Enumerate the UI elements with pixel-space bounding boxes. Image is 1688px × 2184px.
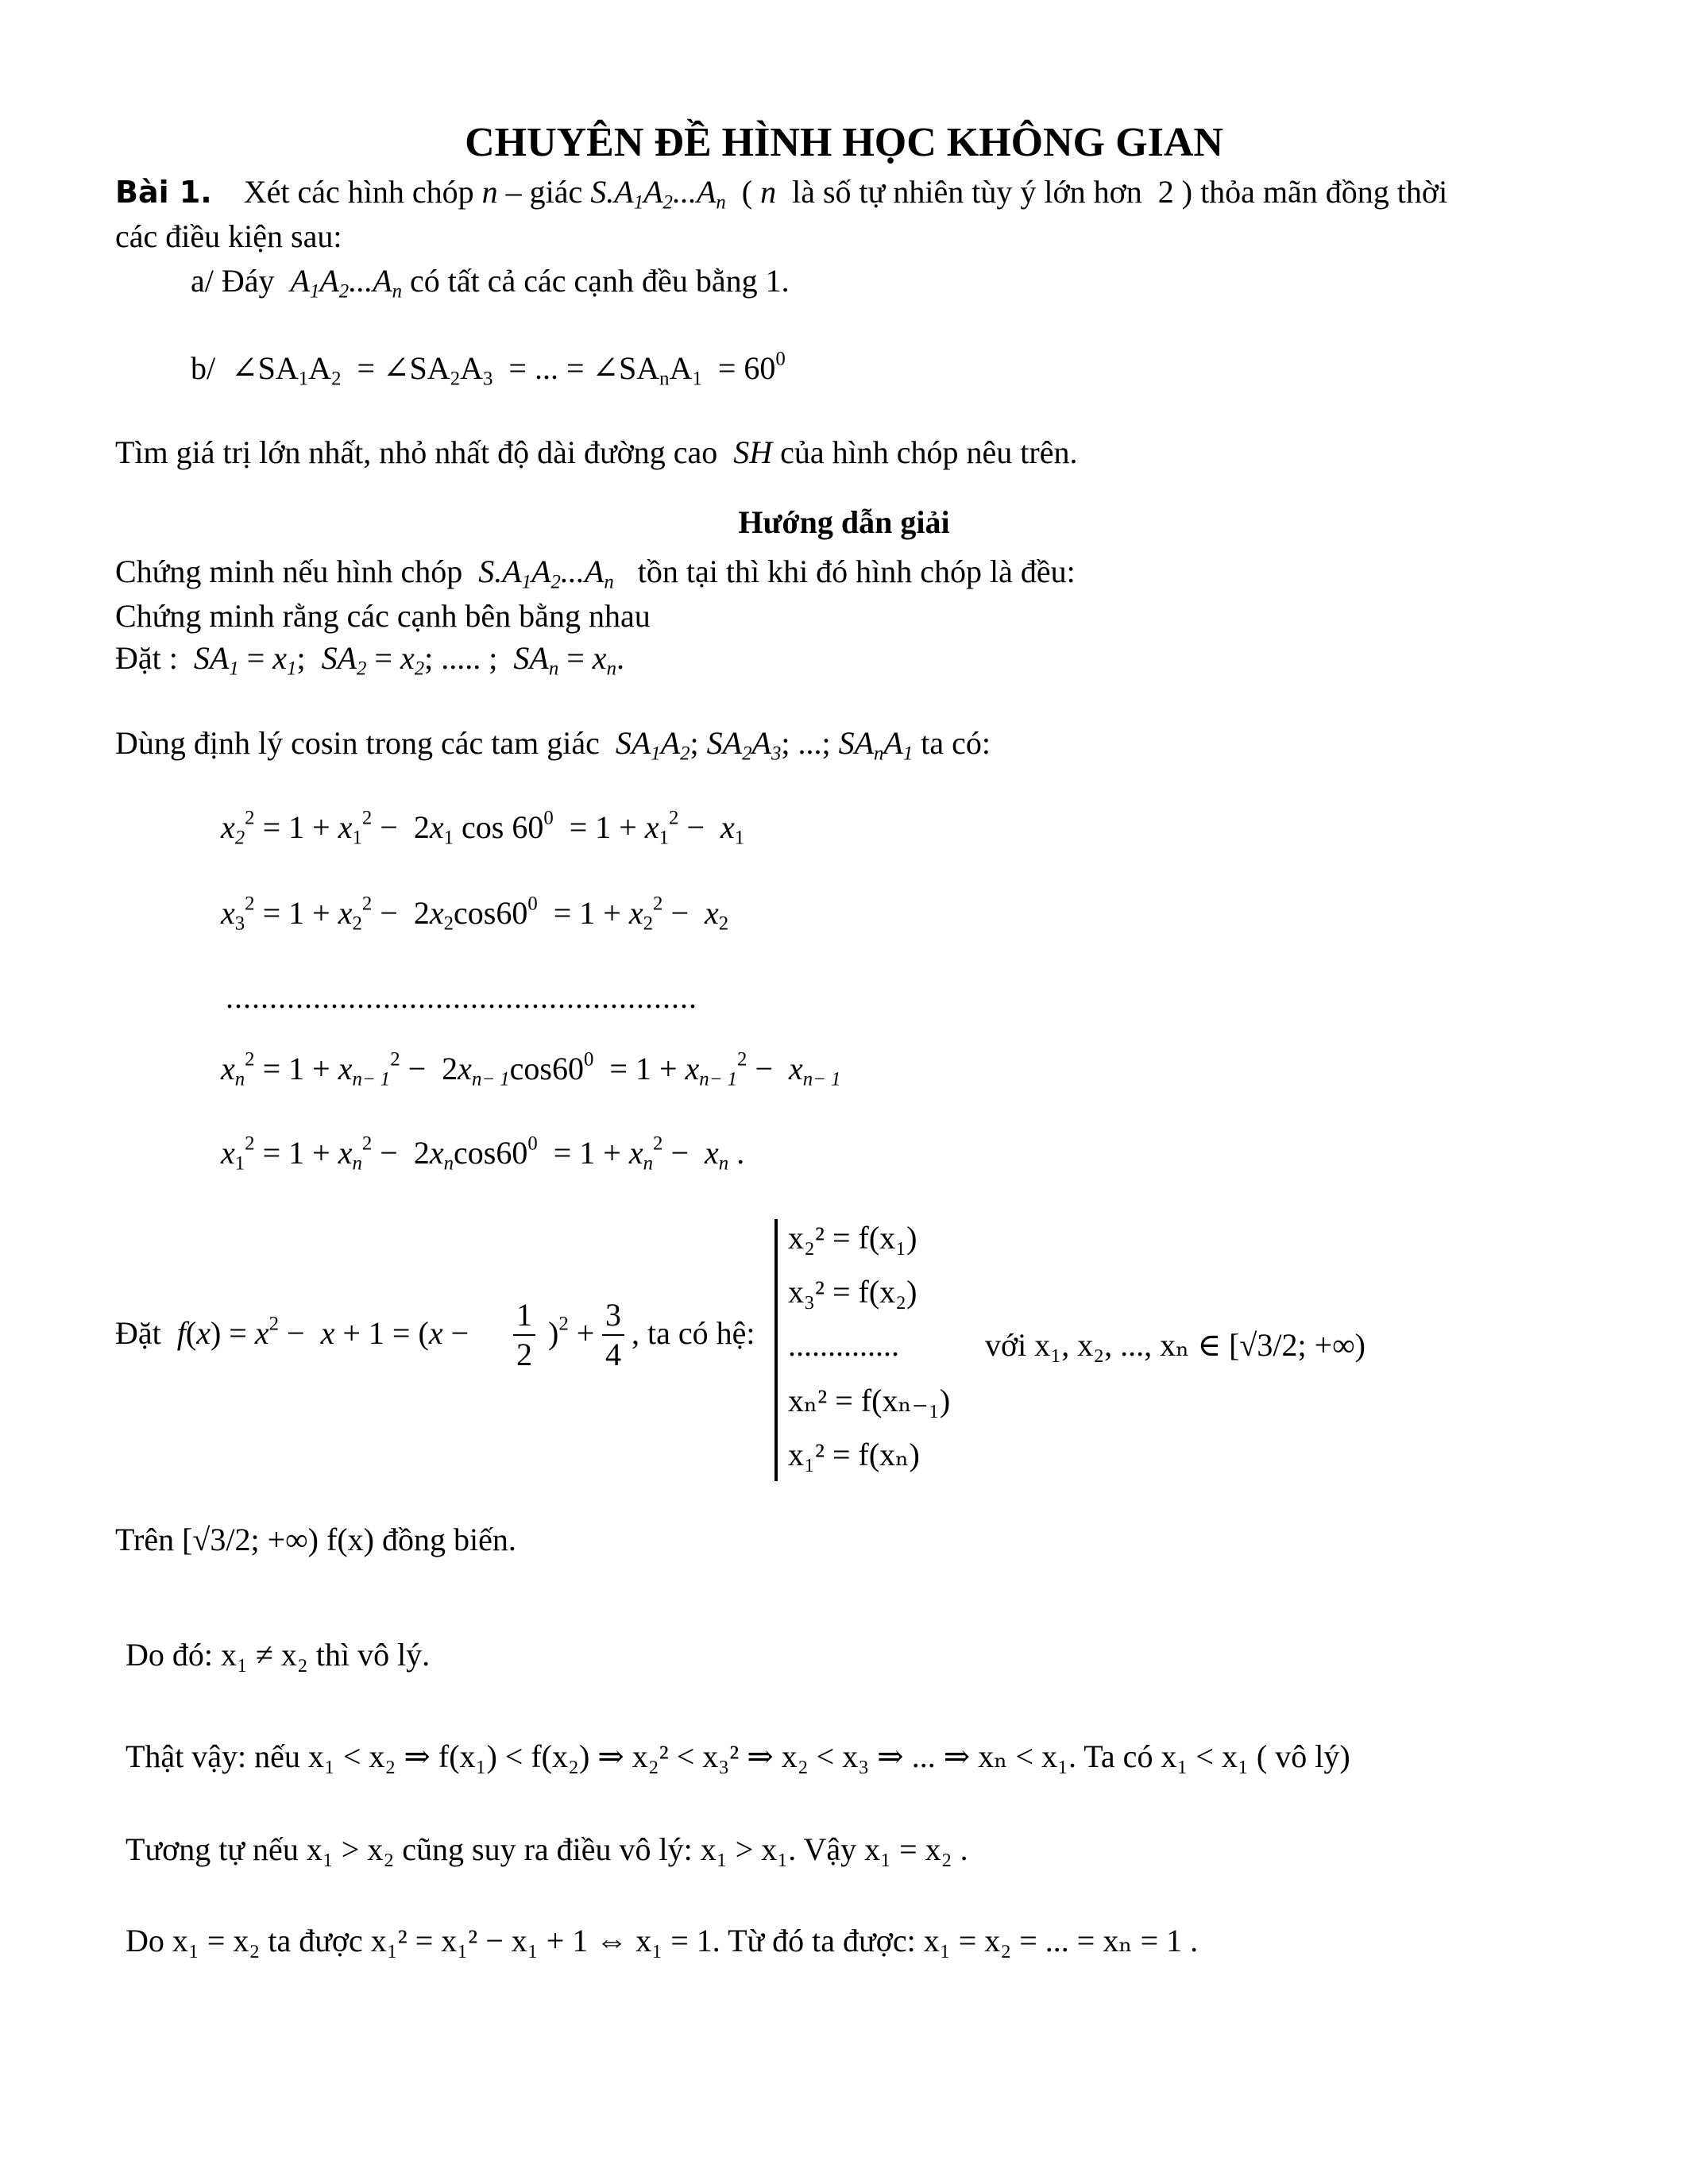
- f-def-prefix: Đặt: [115, 1315, 161, 1351]
- monotone-statement: Trên [√3/2; +∞) f(x) đồng biến.: [115, 1522, 516, 1557]
- solution-line-3: Đặt : $SA_1 = x_1$; $SA_2 = x_2$; ..... ; $SA_n = x_n$.: [115, 640, 624, 680]
- solution-heading: Hướng dẫn giải: [738, 504, 950, 540]
- tuong-tu-line: Tương tự nếu x₁ > x₂ cũng suy ra điều vô lý: x₁ > x₁. Vậy x₁ = x₂ .: [126, 1831, 968, 1867]
- do-do-line: Do đó: x₁ ≠ x₂ thì vô lý.: [126, 1637, 431, 1673]
- f-def-middle: )$^2$ +: [548, 1313, 595, 1351]
- solution-line-2: Chứng minh rằng các cạnh bên bằng nhau: [115, 598, 651, 634]
- system-row-2: x₃² = f(x₂): [788, 1274, 917, 1310]
- equation-2: $x_3^2 = 1 + x_2^2 - 2x_2\cos 60^0 = 1 + x_2^2 - x_2$: [221, 893, 729, 935]
- fraction-half: $\frac{1}{2}$: [508, 1296, 540, 1374]
- problem-label: Bài 1.: [115, 175, 212, 210]
- equation-1: $x_2^2 = 1 + x_1^2 - 2x_1$ $\cos 60^0 = 1 + x_1^2 - x_1$: [221, 807, 745, 849]
- equation-3: $x_n^2 = 1 + x_{n- 1}^2 - 2x_{n- 1}\cos 60^0 = 1 + x_{n- 1}^2 - x_{n- 1}$: [221, 1048, 841, 1090]
- condition-b: b/ $\angle SA_1A_2$ = $\angle SA_2A_3$ = ... = $\angle SA_nA_1 = 60^0$: [191, 348, 786, 390]
- system-brace: [774, 1219, 778, 1481]
- system-row-3: ..............: [788, 1327, 899, 1363]
- system-domain: với x₁, x₂, ..., xₙ ∈ [√3/2; +∞): [985, 1327, 1365, 1363]
- system-row-5: x₁² = f(xₙ): [788, 1437, 920, 1472]
- fraction-three-quarters: $\frac{3}{4}$: [597, 1296, 629, 1374]
- solution-line-4: Dùng định lý cosin trong các tam giác $SA_1A_2$; $SA_2A_3$; ...; $SA_nA_1$ ta có:: [115, 725, 991, 765]
- equation-4: $x_1^2 = 1 + x_n^2 - 2x_n\cos 60^0 = 1 + x_n^2 - x_n$ .: [221, 1133, 745, 1175]
- system-row-4: xₙ² = f(xₙ₋₁): [788, 1383, 951, 1418]
- condition-a: a/ Đáy $A_1A_2...A_n$ có tất cả các cạnh đều bằng 1.: [191, 263, 790, 303]
- system-row-1: x₂² = f(x₁): [788, 1220, 917, 1256]
- page-title: CHUYÊN ĐỀ HÌNH HỌC KHÔNG GIAN: [465, 120, 1223, 165]
- final-line: Do x₁ = x₂ ta được x₁² = x₁² − x₁ + 1 ⇔ x₁ = 1. Từ đó ta được: x₁ = x₂ = ... = xₙ = 1 .: [126, 1923, 1199, 1958]
- equation-dots: ......................................................: [226, 979, 697, 1015]
- question: Tìm giá trị lớn nhất, nhỏ nhất độ dài đường cao SH của hình chóp nêu trên.: [115, 434, 1078, 470]
- problem-line-2: các điều kiện sau:: [115, 218, 342, 254]
- problem-line-1: Bài 1. Xét các hình chóp n – giác $S.A_1A_2...A_n$ ( n là số tự nhiên tùy ý lớn hơn 2 ) thỏa mãn đồng thời: [115, 174, 1448, 214]
- f-def-suffix: , ta có hệ:: [632, 1315, 755, 1351]
- f-definition: Đặt $f(x) = x^2 - x + 1 = (x$ −: [115, 1313, 469, 1351]
- that-vay-line: Thật vậy: nếu x₁ < x₂ ⇒ f(x₁) < f(x₂) ⇒ x₂² < x₃² ⇒ x₂ < x₃ ⇒ ... ⇒ xₙ < x₁. Ta có x₁ < x₁ ( vô lý): [126, 1738, 1350, 1774]
- solution-line-1: Chứng minh nếu hình chóp $S.A_1A_2...A_n$ tồn tại thì khi đó hình chóp là đều:: [115, 554, 1076, 593]
